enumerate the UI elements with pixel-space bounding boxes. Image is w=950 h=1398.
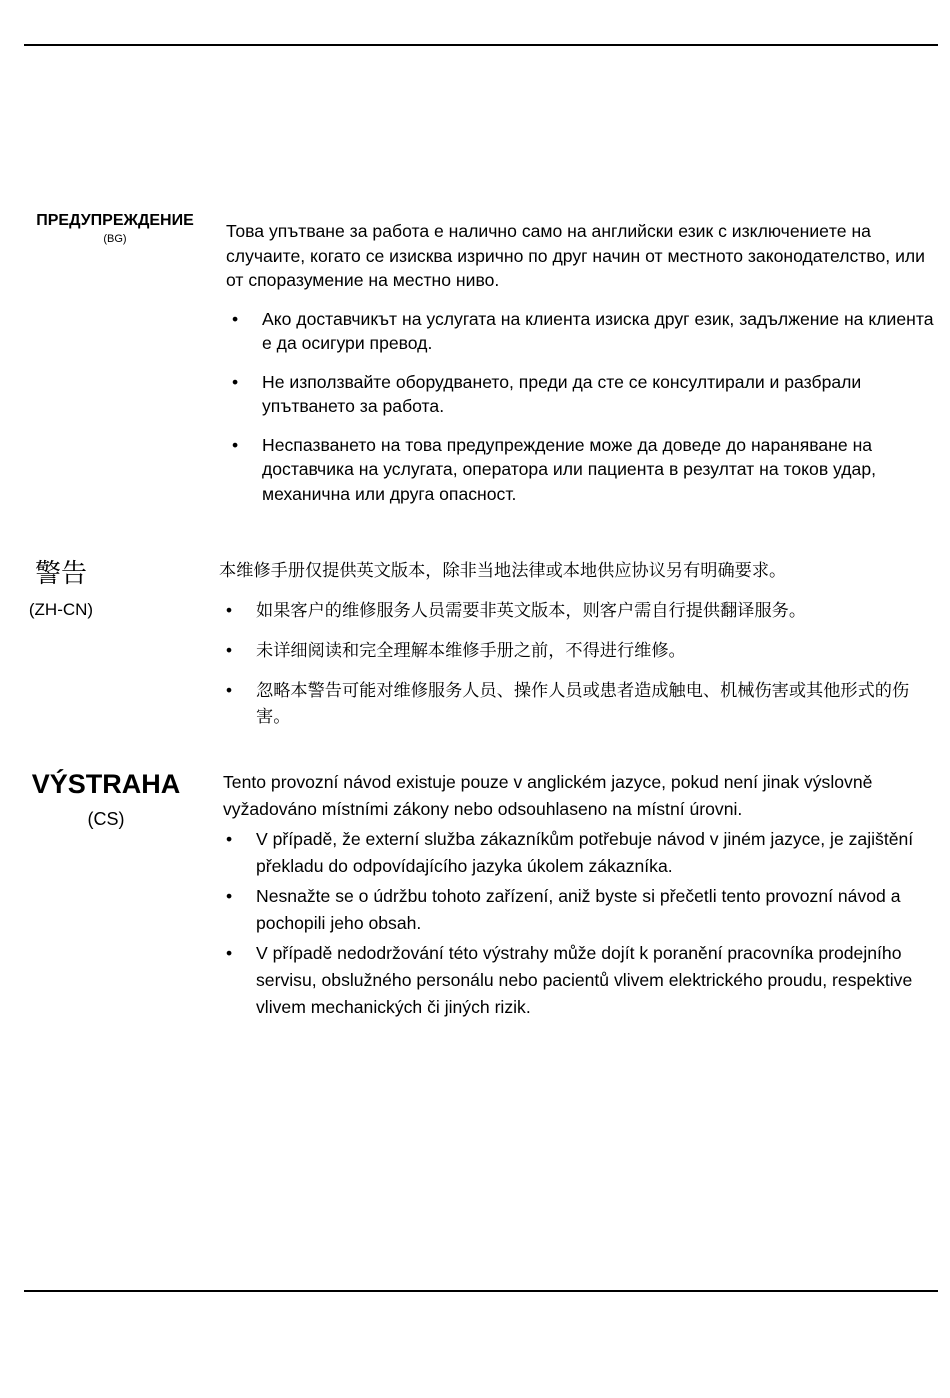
list-item (219, 597, 938, 623)
bullet-icon: • (232, 308, 239, 329)
warning-body (219, 557, 938, 743)
list-item (226, 307, 938, 356)
list-item-text: Ако доставчикът на услугата на клиента изиска друг език, задължение на клиента е да осигури превод. (262, 308, 934, 353)
top-rule (24, 44, 938, 46)
bullet-icon: • (232, 371, 239, 392)
language-code: (BG) (103, 233, 127, 245)
language-code: (CS) (87, 809, 125, 829)
warning-label-block (24, 212, 206, 245)
bullet-icon: • (226, 829, 233, 849)
warning-label-block (24, 769, 188, 830)
language-code: (ZH-CN) (28, 600, 94, 619)
list-item-text: V případě nedodržování této výstrahy může dojít k poranění pracovníka prodejního servisu, obslužného personálu nebo pacientů vlivem elektrického proudu, respektive vlivem mechanických či jiných rizik. (256, 943, 913, 1017)
warning-title: ПРЕДУПРЕЖДЕНИЕ (36, 212, 194, 229)
list-item-text: 忽略本警告可能对维修服务人员、操作人员或患者造成触电、机械伤害或其他形式的伤害。 (256, 680, 910, 726)
list-item (223, 940, 938, 1021)
bullet-icon: • (226, 600, 233, 620)
warning-title: VÝSTRAHA (31, 769, 181, 799)
list-item (223, 883, 938, 937)
list-item-text: Nesnažte se o údržbu tohoto zařízení, aniž byste si přečetli tento provozní návod a pochopili jeho obsah. (256, 886, 901, 933)
warning-intro: 本维修手册仅提供英文版本，除非当地法律或本地供应协议另有明确要求。 (219, 560, 787, 580)
bullet-icon: • (226, 886, 233, 906)
warning-list (223, 826, 938, 1021)
warning-title: 警告 (34, 558, 87, 588)
warning-intro: Tento provozní návod existuje pouze v anglickém jazyce, pokud není jinak výslovně vyžadováno místními zákony nebo odsouhlaseno na místní úrovni. (223, 772, 873, 819)
list-item-text: 如果客户的维修服务人员需要非英文版本，则客户需自行提供翻译服务。 (256, 600, 807, 620)
warning-list (226, 307, 938, 507)
warning-body (226, 219, 938, 520)
bullet-icon: • (226, 943, 233, 963)
bottom-rule (24, 1290, 938, 1292)
list-item (226, 433, 938, 507)
bullet-icon: • (232, 434, 239, 455)
list-item-text: 未详细阅读和完全理解本维修手册之前，不得进行维修。 (256, 640, 686, 660)
list-item-text: Не използвайте оборудването, преди да сте се консултирали и разбрали упътването за работа. (262, 371, 862, 416)
warning-intro: Това упътване за работа е налично само на английски език с изключениeте на случаите, когато се изисква изрично по друг начин от местното законодателство, или от споразумение на местно ниво. (226, 221, 925, 290)
list-item (223, 826, 938, 880)
warning-list (219, 597, 938, 729)
list-item-text: Неспазването на това предупреждение може да доведе до нараняване на доставчика на услугата, оператора или пациента в резултат на токов удар, механична или друга опасност. (262, 434, 876, 504)
list-item (219, 637, 938, 663)
list-item-text: V případě, že externí služba zákazníkům potřebuje návod v jiném jazyce, je zajištění překladu do odpovídajícího jazyka úkolem zákazníka. (256, 829, 914, 876)
list-item (226, 370, 938, 419)
bullet-icon: • (226, 640, 233, 660)
list-item (219, 677, 938, 729)
warning-label-block (24, 553, 98, 620)
warning-body (223, 769, 938, 1024)
bullet-icon: • (226, 680, 233, 700)
